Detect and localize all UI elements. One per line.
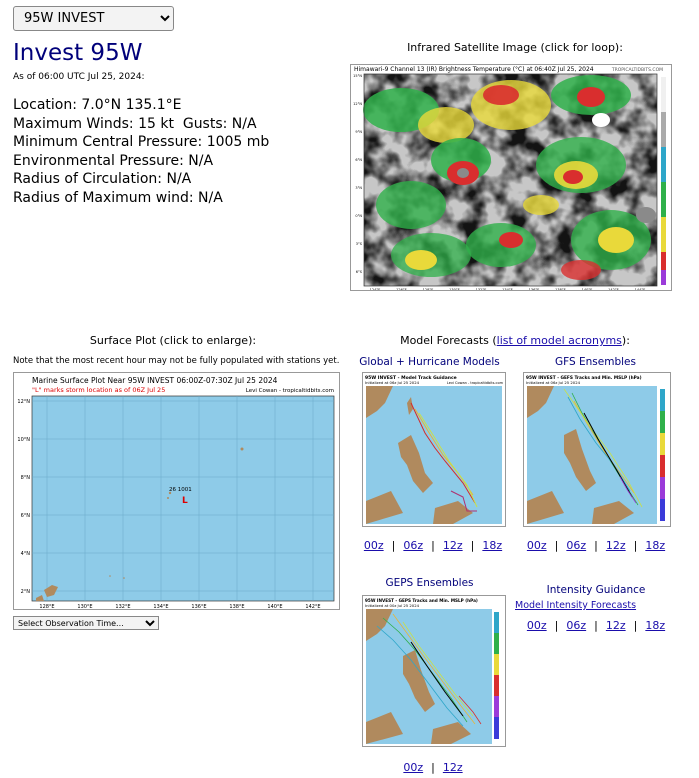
intensity-forecasts-link[interactable]: Model Intensity Forecasts <box>515 600 637 611</box>
satellite-lon-label: 142°E <box>608 288 619 290</box>
surface-plot-svg <box>14 373 339 609</box>
model-forecasts-caption-suffix: ): <box>621 334 630 347</box>
surface-lon-label: 140°E <box>267 604 283 609</box>
location-text: Location: 7.0°N 135.1°E <box>13 97 182 113</box>
surface-lon-label: 138°E <box>229 604 245 609</box>
surface-lat-label: 6°N <box>20 513 30 519</box>
satellite-lon-label: 136°E <box>528 288 540 290</box>
satellite-lat-label: 15°N <box>353 74 362 78</box>
surface-lat-labels <box>17 399 30 595</box>
intensity-guidance-heading: Intensity Guidance <box>546 584 646 596</box>
global-runs: 00z | 06z | 12z | 18z <box>363 539 503 552</box>
global-map-credit: Levi Cowan - tropicaltidbits.com <box>446 381 503 385</box>
gfs-ensembles-heading: GFS Ensembles <box>555 356 636 368</box>
satellite-credit: TROPICALTIDBITS.COM <box>611 68 663 73</box>
global-map-init: Initialized at 06z Jul 25 2024 <box>365 380 420 385</box>
global-models-image[interactable] <box>362 372 506 527</box>
intensity-runs: 00z | 06z | 12z | 18z <box>526 619 666 632</box>
surface-lat-label: 4°N <box>20 551 30 557</box>
max-winds-text: Maximum Winds: 15 kt Gusts: N/A <box>13 115 257 132</box>
satellite-caption: Infrared Satellite Image (click for loop): <box>407 41 623 54</box>
surface-lon-label: 130°E <box>77 604 93 609</box>
satellite-lon-label: 126°E <box>396 288 407 290</box>
global-run-18z[interactable]: 18z <box>482 539 503 552</box>
radius-max-wind-text: Radius of Maximum wind: N/A <box>13 189 223 206</box>
satellite-lon-label: 144°E <box>634 288 646 290</box>
observation-time-select[interactable] <box>13 616 159 630</box>
geps-map-title: 95W INVEST - GEPS Tracks and Min. MSLP (hPa) <box>365 598 478 603</box>
gfs-run-00z[interactable]: 00z <box>526 539 547 552</box>
geps-ensembles-svg <box>363 596 505 746</box>
satellite-lon-label: 138°E <box>555 288 566 290</box>
satellite-lat-label: 6°S <box>355 270 362 274</box>
ir-color-scale <box>661 77 666 285</box>
env-pressure-text: Environmental Pressure: N/A <box>13 152 214 169</box>
storm-title: Invest 95W <box>13 40 143 66</box>
satellite-image[interactable] <box>350 64 672 291</box>
satellite-lon-label: 134°E <box>502 288 513 290</box>
satellite-lat-label: 12°N <box>353 102 362 106</box>
surface-lon-label: 142°E <box>305 604 321 609</box>
model-forecasts-caption-prefix: Model Forecasts ( <box>400 334 497 347</box>
as-of-time: As of 06:00 UTC Jul 25, 2024: <box>13 72 145 82</box>
surface-lon-label: 136°E <box>191 604 207 609</box>
gfs-ensembles-image[interactable] <box>523 372 671 527</box>
satellite-image-svg <box>351 65 671 290</box>
gfs-map-title: 95W INVEST - GEFS Tracks and Min. MSLP (hPa) <box>526 376 642 381</box>
surface-caption: Surface Plot (click to enlarge): <box>89 334 257 347</box>
geps-ensembles-image[interactable] <box>362 595 506 747</box>
gfs-map-init: Initialized at 06z Jul 25 2024 <box>526 380 581 385</box>
storm-location-marker: L <box>182 496 188 506</box>
min-pressure-text: Minimum Central Pressure: 1005 mb <box>13 134 270 150</box>
geps-run-00z[interactable]: 00z <box>403 761 424 774</box>
global-run-06z[interactable]: 06z <box>403 539 424 552</box>
gfs-runs: 00z | 06z | 12z | 18z <box>526 539 666 552</box>
ir-cloud-field <box>363 74 657 286</box>
satellite-header: Himawari-9 Channel 13 (IR) Brightness Temperature (°C) at 06:40Z Jul 25, 2024 <box>354 66 594 73</box>
surface-lat-label: 8°N <box>20 475 30 481</box>
model-acronyms-link[interactable]: list of model acronyms <box>496 334 622 347</box>
geps-ensembles-heading: GEPS Ensembles <box>385 577 474 589</box>
surface-plot-title: Marine Surface Plot Near 95W INVEST 06:00Z-07:30Z Jul 25 2024 <box>32 376 278 385</box>
satellite-lat-label: 0°N <box>355 214 362 218</box>
surface-lat-label: 12°N <box>17 399 30 405</box>
surface-lat-label: 2°N <box>20 589 30 595</box>
surface-lon-label: 128°E <box>39 604 55 609</box>
surface-lat-label: 10°N <box>17 437 30 443</box>
surface-plot-credit: Levi Cowan - tropicaltidbits.com <box>245 388 334 394</box>
intensity-run-12z[interactable]: 12z <box>605 619 626 632</box>
intensity-run-06z[interactable]: 06z <box>566 619 587 632</box>
satellite-lon-label: 130°E <box>449 288 460 290</box>
satellite-lon-label: 132°E <box>475 288 487 290</box>
radius-circulation-text: Radius of Circulation: N/A <box>13 171 192 187</box>
satellite-lon-label: 140°E <box>581 288 593 290</box>
satellite-lat-label: 3°S <box>355 242 362 246</box>
geps-run-12z[interactable]: 12z <box>442 761 463 774</box>
satellite-lon-label: 124°E <box>369 288 381 290</box>
gfs-ensembles-svg <box>524 373 670 526</box>
global-map-title: 95W INVEST - Model Track Guidance <box>365 376 457 381</box>
satellite-lat-labels <box>353 74 363 274</box>
gfs-run-18z[interactable]: 18z <box>645 539 666 552</box>
satellite-lat-label: 9°N <box>355 130 362 134</box>
model-forecasts-caption <box>350 334 680 347</box>
satellite-lon-labels <box>370 288 646 290</box>
storm-stats <box>13 96 269 207</box>
satellite-lon-label: 128°E <box>422 288 434 290</box>
surface-lon-label: 132°E <box>115 604 131 609</box>
storm-select[interactable] <box>13 6 174 31</box>
intensity-run-18z[interactable]: 18z <box>645 619 666 632</box>
gfs-run-12z[interactable]: 12z <box>605 539 626 552</box>
surface-plot-subtitle: "L" marks storm location as of 06Z Jul 25 <box>32 386 166 394</box>
global-run-00z[interactable]: 00z <box>363 539 384 552</box>
surface-lon-labels <box>39 604 320 609</box>
global-models-heading: Global + Hurricane Models <box>359 356 500 368</box>
gfs-run-06z[interactable]: 06z <box>566 539 587 552</box>
satellite-lat-label: 3°N <box>355 186 362 190</box>
geps-map-init: Initialized at 00z Jul 25 2024 <box>365 603 420 608</box>
satellite-lat-label: 6°N <box>355 158 362 162</box>
global-run-12z[interactable]: 12z <box>442 539 463 552</box>
surface-lon-label: 134°E <box>153 604 169 609</box>
intensity-run-00z[interactable]: 00z <box>526 619 547 632</box>
geps-runs: 00z | 12z <box>403 761 463 774</box>
global-models-svg <box>363 373 505 526</box>
station-label: 26 1001 <box>169 487 192 493</box>
surface-plot-image[interactable] <box>13 372 340 610</box>
surface-note: Note that the most recent hour may not be fully populated with stations yet. <box>13 356 340 366</box>
